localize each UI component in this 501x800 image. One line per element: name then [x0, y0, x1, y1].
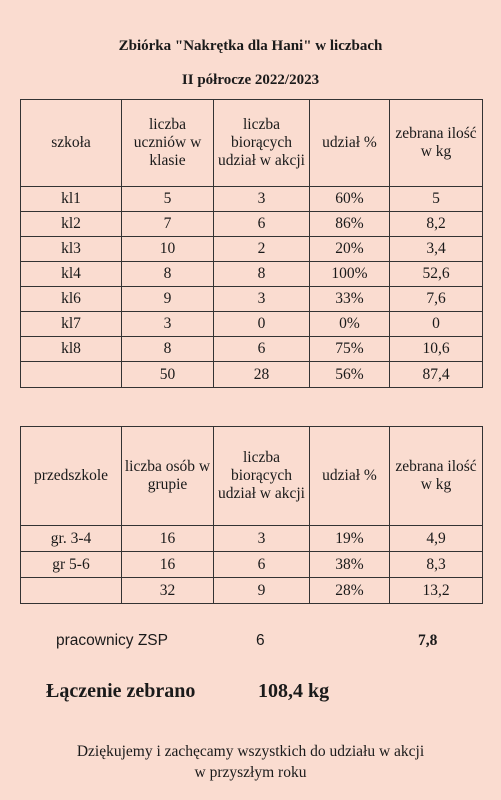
column-header: liczba osób w grupie — [122, 427, 214, 526]
table-row — [21, 237, 483, 262]
thanks-line-1: Dziękujemy i zachęcamy wszystkich do udziału w akcji — [76, 743, 425, 760]
table-cell: 9 — [214, 578, 310, 604]
table-cell: 3,4 — [390, 237, 483, 262]
table-cell: 52,6 — [390, 262, 483, 287]
column-header: udział % — [310, 427, 390, 526]
table-cell: kl6 — [21, 287, 122, 312]
table-cell: 56% — [310, 362, 390, 388]
table-cell: 87,4 — [390, 362, 483, 388]
column-header: przedszkole — [21, 427, 122, 526]
table-cell: 3 — [122, 312, 214, 337]
column-header: zebrana ilość w kg — [390, 427, 483, 526]
staff-kg: 7,8 — [418, 632, 438, 649]
table-total-row — [21, 362, 483, 388]
table-cell: kl1 — [21, 187, 122, 212]
table-cell: 10 — [122, 237, 214, 262]
staff-count: 6 — [256, 632, 265, 649]
table-cell: 38% — [310, 552, 390, 578]
table-cell: 0 — [214, 312, 310, 337]
column-header: liczba uczniów w klasie — [122, 100, 214, 187]
column-header: liczba biorących udział w akcji — [214, 427, 310, 526]
total-label: Łączenie zebrano — [46, 680, 196, 702]
table-cell: 6 — [214, 552, 310, 578]
table-cell — [21, 578, 122, 604]
table-cell: gr. 3-4 — [21, 526, 122, 552]
table-cell: 3 — [214, 287, 310, 312]
column-header: szkoła — [21, 100, 122, 187]
table-cell: 28% — [310, 578, 390, 604]
table-cell: 16 — [122, 552, 214, 578]
table-cell: kl8 — [21, 337, 122, 362]
table-cell: kl7 — [21, 312, 122, 337]
table-row — [21, 262, 483, 287]
table-cell: 50 — [122, 362, 214, 388]
table-cell: 60% — [310, 187, 390, 212]
table-cell: 0% — [310, 312, 390, 337]
table-cell: 100% — [310, 262, 390, 287]
table-row — [21, 287, 483, 312]
table-cell: 3 — [214, 526, 310, 552]
document-subtitle: II półrocze 2022/2023 — [181, 72, 320, 88]
table-header-row — [21, 100, 483, 187]
table-row — [21, 552, 483, 578]
table-cell: 6 — [214, 212, 310, 237]
table-cell: 75% — [310, 337, 390, 362]
table-cell: 7 — [122, 212, 214, 237]
table-cell: 86% — [310, 212, 390, 237]
school-table — [20, 99, 483, 388]
table-row — [21, 187, 483, 212]
thanks-line-2: w przyszłym roku — [194, 764, 307, 781]
total-value: 108,4 kg — [258, 680, 330, 702]
table-cell: 8,3 — [390, 552, 483, 578]
table-cell: 7,6 — [390, 287, 483, 312]
table-row — [21, 312, 483, 337]
table-cell: 13,2 — [390, 578, 483, 604]
table-cell: 20% — [310, 237, 390, 262]
column-header: udział % — [310, 100, 390, 187]
preschool-table — [20, 426, 483, 604]
table-cell: 8,2 — [390, 212, 483, 237]
table-cell: kl4 — [21, 262, 122, 287]
table-cell — [21, 362, 122, 388]
table-cell: 8 — [122, 262, 214, 287]
table-row — [21, 526, 483, 552]
table-cell: 28 — [214, 362, 310, 388]
table-cell: 2 — [214, 237, 310, 262]
table-cell: 5 — [390, 187, 483, 212]
table-cell: 16 — [122, 526, 214, 552]
table-cell: 19% — [310, 526, 390, 552]
table-cell: 4,9 — [390, 526, 483, 552]
table-cell: 0 — [390, 312, 483, 337]
document-title: Zbiórka "Nakrętka dla Hani" w liczbach — [118, 38, 383, 54]
table-cell: 33% — [310, 287, 390, 312]
table-header-row — [21, 427, 483, 526]
table-cell: kl2 — [21, 212, 122, 237]
table-cell: 32 — [122, 578, 214, 604]
table-total-row — [21, 578, 483, 604]
table-row — [21, 212, 483, 237]
table-cell: 5 — [122, 187, 214, 212]
table-cell: 6 — [214, 337, 310, 362]
table-cell: 8 — [214, 262, 310, 287]
table-cell: 3 — [214, 187, 310, 212]
table-cell: gr 5-6 — [21, 552, 122, 578]
table-row — [21, 337, 483, 362]
staff-label: pracownicy ZSP — [56, 632, 168, 649]
column-header: zebrana ilość w kg — [390, 100, 483, 187]
table-cell: 10,6 — [390, 337, 483, 362]
table-cell: 8 — [122, 337, 214, 362]
table-cell: kl3 — [21, 237, 122, 262]
table-cell: 9 — [122, 287, 214, 312]
column-header: liczba biorących udział w akcji — [214, 100, 310, 187]
